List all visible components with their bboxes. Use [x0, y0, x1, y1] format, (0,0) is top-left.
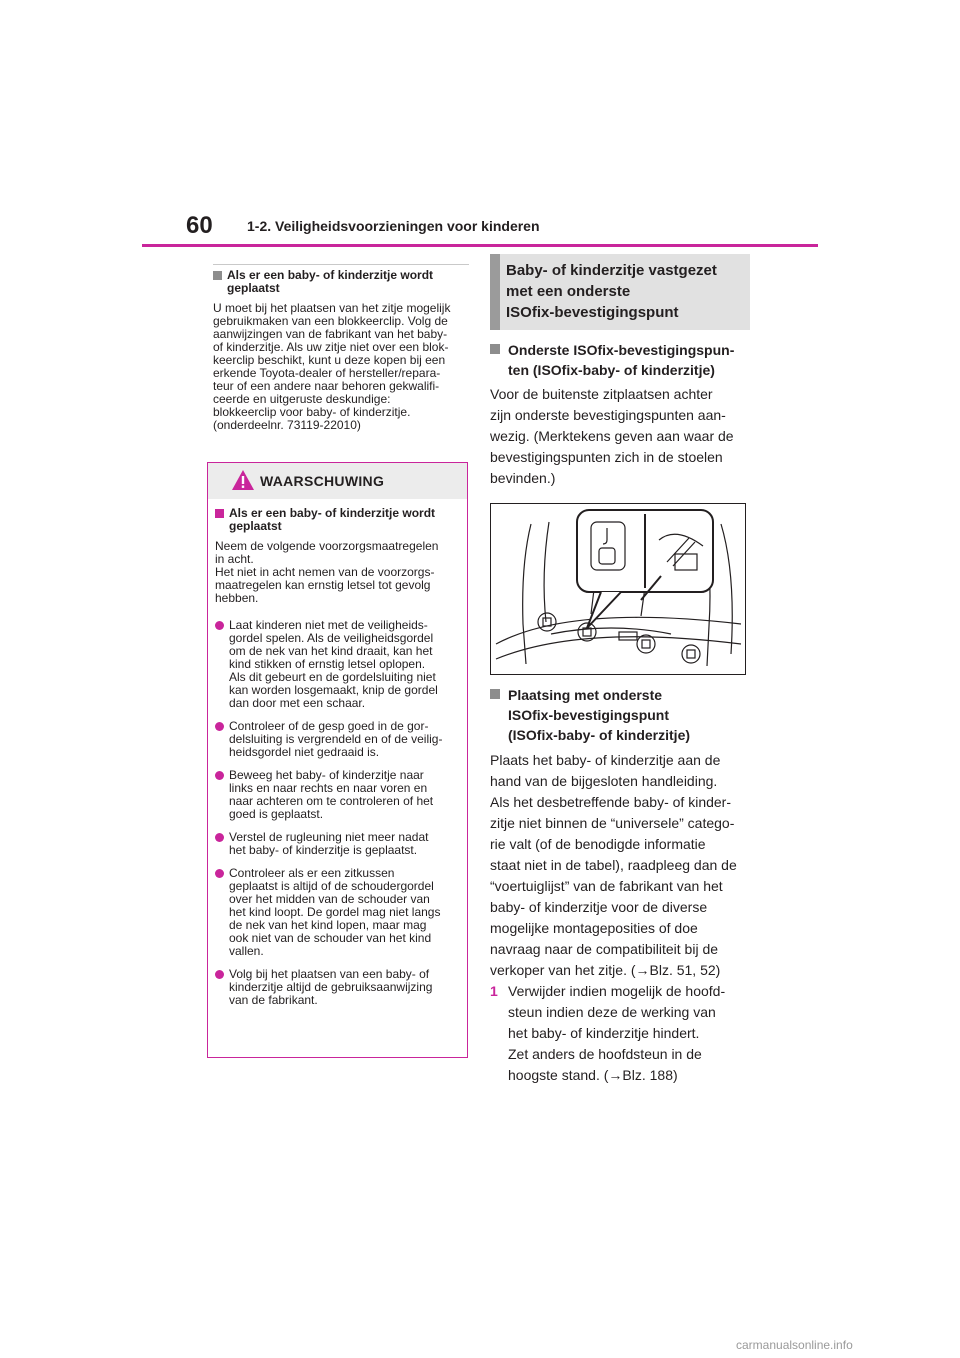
warning-bullet: Controleer of de gesp goed in de gor- delsluiting is vergrendeld en of de veilig- heidsgordel niet gedraaid is.	[215, 720, 460, 759]
warning-body	[208, 499, 467, 1007]
warning-bullet: Laat kinderen niet met de veiligheids- gordel spelen. Als de veiligheidsgordel om de nek van het kind draait, kan het kind stikken of ernstig letsel oplopen. Als dit gebeurt en de gordelsluiting niet kan worden losgemaakt, knip de gordel dan door met een schaar.	[215, 619, 460, 710]
rear-seat-isofix-icon	[491, 504, 745, 674]
bullet-dot-icon	[215, 970, 224, 979]
paragraph-installation: Plaats het baby- of kinderzitje aan de hand van de bijgesloten handleiding. Als het desbetreffende baby- of kinder- zitje niet binnen de “universele” catego- rie valt (of de benodigde informatie staat niet in de tabel), raadpleeg dan de “voertuiglijst” van de fabrikant van het baby- of kinderzitje voor de diverse mogelijke montageposities of doe navraag naar de compatibiliteit bij de verkoper van het zitje. (→Blz. 51, 52)	[490, 752, 737, 978]
warning-box	[207, 462, 468, 1058]
header-divider	[142, 244, 818, 247]
section-title: Baby- of kinderzitje vastgezet met een onderste ISOfix-bevestigingspunt	[506, 262, 717, 321]
page-header	[0, 0, 960, 250]
warning-header	[208, 463, 467, 499]
square-bullet-icon	[215, 509, 224, 518]
warning-triangle-icon	[231, 469, 255, 491]
subheading-installation: Plaatsing met onderste ISOfix-bevestigingspunt (ISOfix-baby- of kinderzitje)	[490, 685, 750, 745]
warning-bullet: Beweeg het baby- of kinderzitje naar links en naar rechts en naar voren en naar achteren om te controleren of het goed is geplaatst.	[215, 769, 460, 821]
warning-bullet: Volg bij het plaatsen van een baby- of kinderzitje altijd de gebruiksaanwijzing van de fabrikant.	[215, 968, 460, 1007]
paragraph-anchors: Voor de buitenste zitplaatsen achter zijn onderste bevestigingspunten aan- wezig. (Merktekens geven aan waar de bevestigingspunten zich in de stoelen bevinden.)	[490, 386, 734, 486]
watermark: carmanualsonline.info	[736, 1338, 853, 1352]
right-column	[490, 254, 750, 1086]
left-paragraph: U moet bij het plaatsen van het zitje mogelijk gebruikmaken van een blokkeerclip. Volg de aanwijzingen van de fabrikant van het baby- of kinderzitje. Als uw zitje niet over een blok- keerclip beschikt, kunt u deze kopen bij een erkende Toyota-dealer of hersteller/repara- teur of een andere naar behoren gekwalifi- ceerde en uitgeruste deskundige: blokkeerclip voor baby- of kinderzitje. (onderdeelnr. 73119-22010)	[213, 301, 451, 432]
section-title-bar	[490, 254, 500, 330]
square-bullet-icon	[213, 271, 222, 280]
left-column	[213, 264, 469, 432]
bullet-dot-icon	[215, 771, 224, 780]
section-divider	[213, 264, 469, 265]
warning-bullet: Verstel de rugleuning niet meer nadat het baby- of kinderzitje is geplaatst.	[215, 831, 460, 857]
warning-intro: Neem de volgende voorzorgsmaatregelen in acht. Het niet in acht nemen van de voorzorgs- maatregelen kan ernstig letsel tot gevolg hebben.	[215, 539, 439, 605]
left-subheading: Als er een baby- of kinderzitje wordt geplaatst	[213, 269, 469, 295]
warning-bullet: Controleer als er een zitkussen geplaatst is altijd of de schoudergordel over het midden van de schouder van het kind loopt. De gordel mag niet langs de nek van het kind lopen, maar mag ook niet van de schouder van het kind vallen.	[215, 867, 460, 958]
bullet-dot-icon	[215, 833, 224, 842]
bullet-dot-icon	[215, 869, 224, 878]
square-bullet-icon	[490, 689, 500, 699]
page-number: 60	[186, 212, 213, 239]
warning-subheading: Als er een baby- of kinderzitje wordt geplaatst	[215, 507, 460, 533]
warning-title: WAARSCHUWING	[260, 473, 385, 489]
step-item: 1 Verwijder indien mogelijk de hoofd- steun indien deze de werking van het baby- of kinderzitje hindert. Zet anders de hoofdsteun in de hoogste stand. (→Blz. 188)	[490, 981, 750, 1086]
chapter-title: 1-2. Veiligheidsvoorzieningen voor kinderen	[247, 218, 540, 234]
subheading-lower-anchors: Onderste ISOfix-bevestigingspun- ten (ISOfix-baby- of kinderzitje)	[490, 340, 750, 380]
bullet-dot-icon	[215, 722, 224, 731]
step-number: 1	[490, 983, 498, 999]
bullet-dot-icon	[215, 621, 224, 630]
section-title-box	[490, 254, 750, 330]
square-bullet-icon	[490, 344, 500, 354]
isofix-illustration	[490, 503, 746, 675]
